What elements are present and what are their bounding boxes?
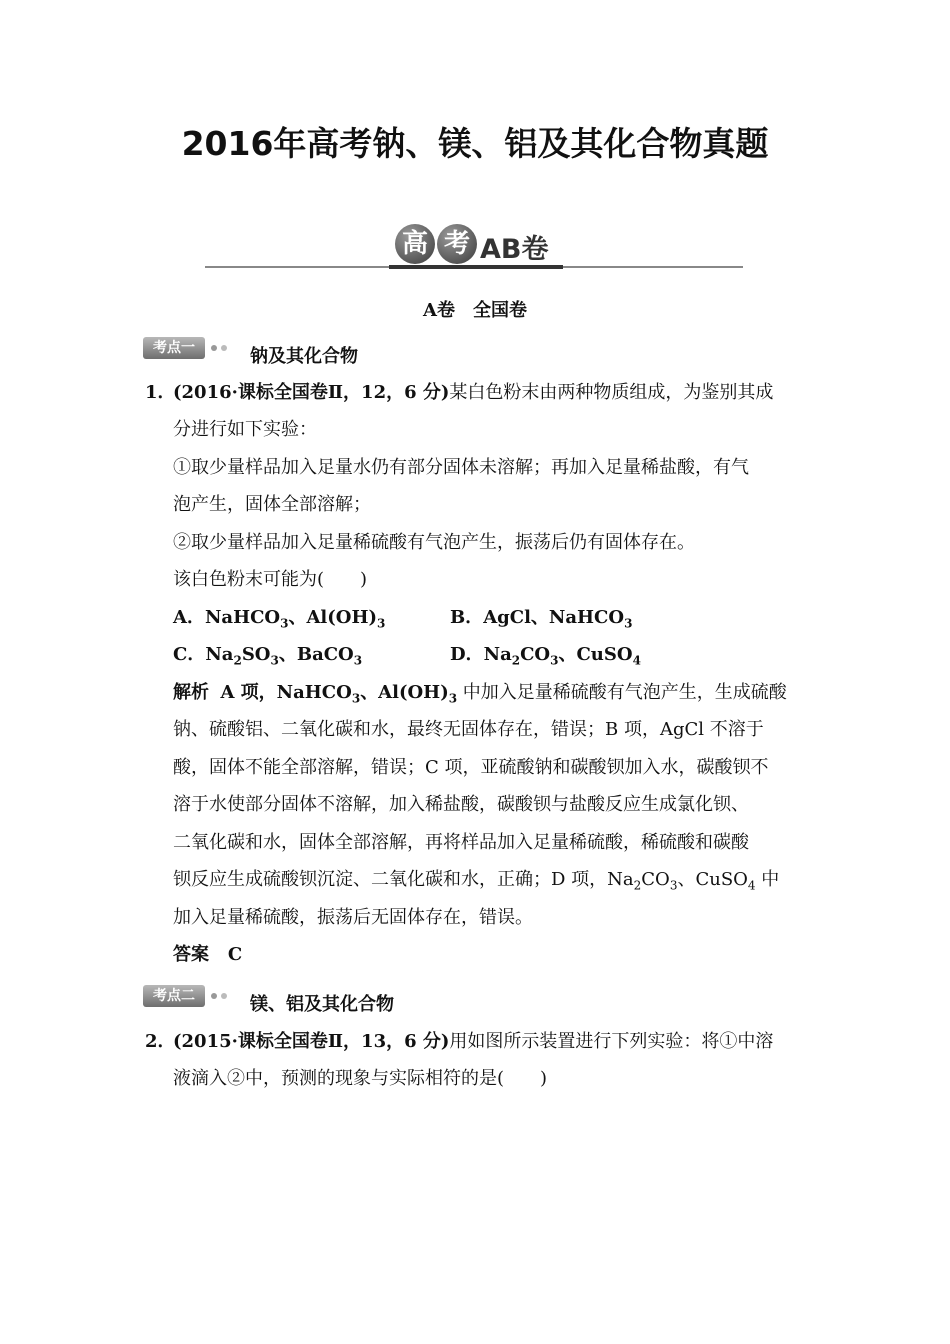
q1-question: 该白色粉末可能为( )	[173, 569, 368, 590]
q1-source: (2016·课标全国卷Ⅱ，12，6 分)	[173, 382, 450, 403]
q1-analysis-line2: 钠、硫酸铝、二氧化碳和水，最终无固体存在，错误；B 项，AgCl 不溶于	[173, 719, 764, 740]
section-tag-2-label: 考点二	[143, 985, 205, 1007]
analysis-text: CO	[641, 869, 670, 890]
formula-sub: 2	[233, 653, 242, 668]
q1-analysis-line3: 酸，固体不能全部溶解，错误；C 项，亚硫酸钠和碳酸钡加入水，碳酸钡不	[173, 757, 769, 778]
formula-part: AgCl、NaHCO	[483, 607, 625, 628]
q2-source: (2015·课标全国卷Ⅱ，13，6 分)	[173, 1031, 450, 1052]
q1-stem-line2: 分进行如下实验：	[173, 419, 317, 440]
formula-sub: 3	[624, 616, 633, 631]
formula-part: SO	[241, 644, 271, 665]
formula-sub: 3	[448, 691, 458, 706]
banner-disc-2: 考	[437, 224, 477, 264]
banner-disc-1: 高	[395, 224, 435, 264]
formula-part: NaHCO	[204, 607, 281, 628]
analysis-text: 中	[755, 869, 780, 890]
q1-number: 1．	[145, 382, 176, 403]
q1-exp1-line2: 泡产生，固体全部溶解；	[173, 494, 371, 515]
formula-sub: 3	[353, 653, 363, 668]
option-c-label: C．	[173, 644, 206, 665]
formula-sub: 3	[377, 616, 386, 631]
formula-sub: 2	[511, 653, 521, 668]
analysis-label: 解析	[173, 682, 209, 703]
answer-value: C	[227, 944, 243, 965]
q1-analysis-line1	[173, 681, 787, 711]
tag-dot	[221, 993, 227, 999]
formula-sub: 3	[351, 691, 361, 706]
formula-sub: 3	[280, 616, 289, 631]
analysis-text: 钡反应生成硫酸钡沉淀、二氧化碳和水，正确；D 项，Na	[173, 869, 634, 890]
analysis-text: 中加入足量稀硫酸有气泡产生，生成硫酸	[457, 682, 787, 703]
option-b-label: B．	[450, 607, 484, 628]
q1-analysis-line6	[173, 868, 779, 898]
formula-part: 、BaCO	[278, 644, 354, 665]
formula-sub: 3	[270, 653, 279, 668]
section-tag-2	[143, 983, 231, 1009]
q2-stem-line1	[173, 1030, 773, 1054]
answer-label: 答案	[173, 944, 209, 965]
q1-analysis-line5: 二氧化碳和水，固体全部溶解，再将样品加入足量稀硫酸，稀硫酸和碳酸	[173, 832, 749, 853]
analysis-text: 、Al(OH)	[360, 682, 449, 703]
q1-option-a	[173, 606, 385, 636]
q1-answer	[173, 943, 242, 967]
tag-dot	[211, 345, 217, 351]
q1-option-c	[173, 643, 362, 673]
q1-stem-line1	[173, 381, 773, 405]
formula-sub: 4	[747, 878, 756, 893]
formula-part: Na	[205, 644, 234, 665]
q2-number: 2．	[145, 1031, 176, 1052]
option-a-label: A．	[173, 607, 205, 628]
section-tag-1	[143, 335, 231, 361]
formula-part: 、Al(OH)	[288, 607, 377, 628]
q2-stem-line2: 液滴入②中，预测的现象与实际相符的是( )	[173, 1068, 548, 1089]
q1-analysis-line4: 溶于水使部分固体不溶解，加入稀盐酸，碳酸钡与盐酸反应生成氯化钡、	[173, 794, 749, 815]
q1-option-b	[450, 606, 632, 636]
formula-sub: 3	[669, 878, 678, 893]
q2-stem: 用如图所示装置进行下列实验：将①中溶	[449, 1031, 774, 1052]
tag-dot	[221, 345, 227, 351]
exam-banner	[205, 222, 745, 272]
subtitle: A卷 全国卷	[423, 300, 527, 321]
option-d-label: D．	[450, 644, 484, 665]
formula-part: Na	[483, 644, 512, 665]
section-tag-1-label: 考点一	[143, 337, 205, 359]
q1-exp1-line1: ①取少量样品加入足量水仍有部分固体未溶解；再加入足量稀盐酸，有气	[173, 457, 749, 478]
section-label-1: 钠及其化合物	[250, 346, 358, 367]
formula-sub: 4	[632, 653, 641, 668]
q1-exp2: ②取少量样品加入足量稀硫酸有气泡产生，振荡后仍有固体存在。	[173, 532, 695, 553]
section-label-2: 镁、铝及其化合物	[250, 994, 394, 1015]
q1-stem: 某白色粉末由两种物质组成，为鉴别其成	[449, 382, 774, 403]
formula-part: 、CuSO	[558, 644, 633, 665]
banner-text: AB卷	[480, 234, 549, 265]
formula-part: CO	[520, 644, 551, 665]
page-title: 2016年高考钠、镁、铝及其化合物真题	[181, 124, 769, 163]
analysis-text: A 项，NaHCO	[220, 682, 352, 703]
q1-option-d	[450, 643, 641, 673]
analysis-text: 、CuSO	[677, 869, 748, 890]
q1-analysis-line7: 加入足量稀硫酸，振荡后无固体存在，错误。	[173, 907, 533, 928]
formula-sub: 3	[550, 653, 559, 668]
formula-sub: 2	[633, 878, 642, 893]
tag-dot	[211, 993, 217, 999]
